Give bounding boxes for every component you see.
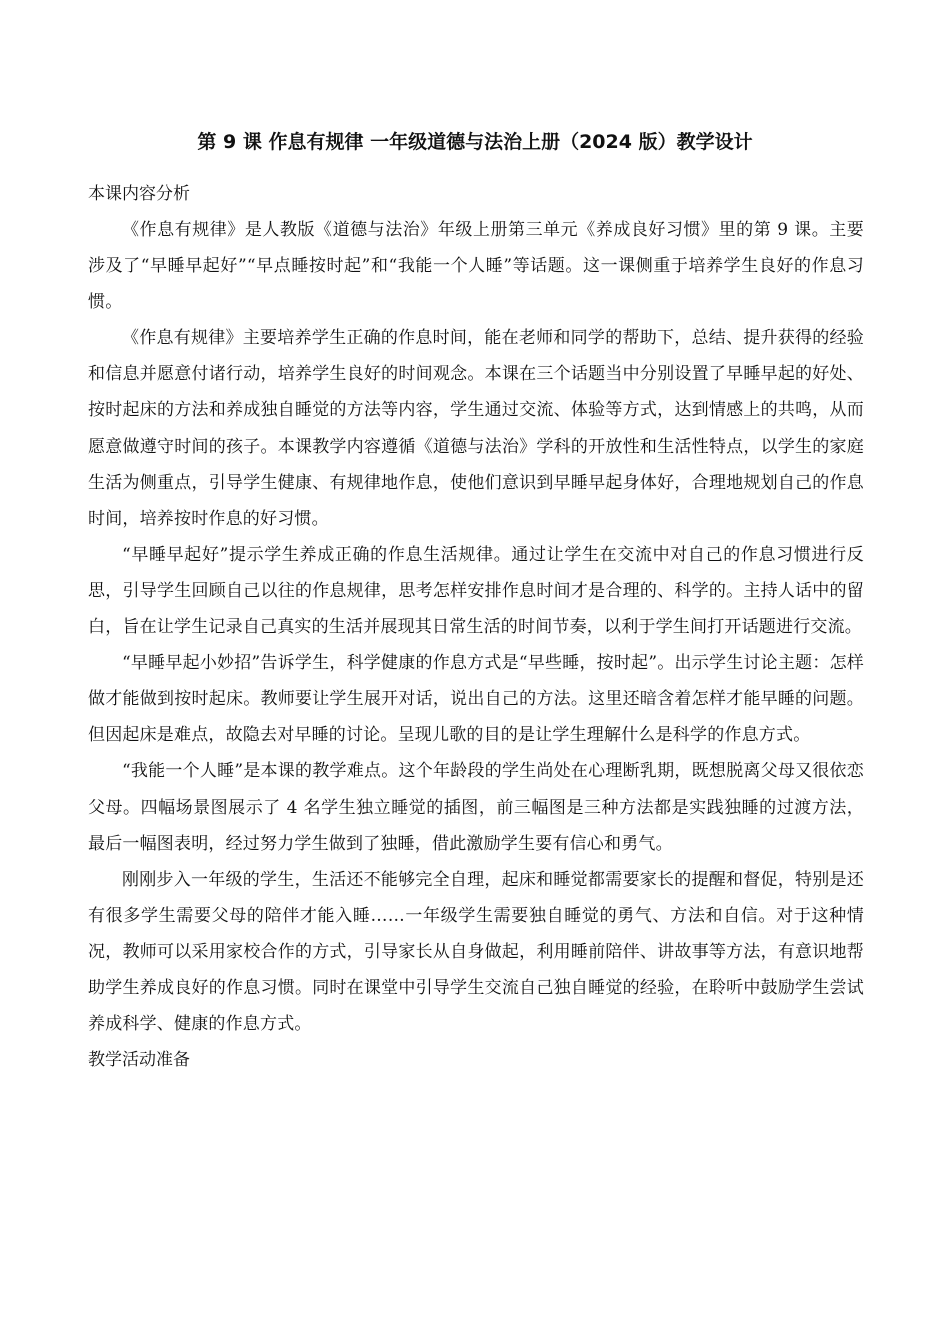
section-heading-content-analysis: 本课内容分析 bbox=[88, 184, 190, 204]
paragraph: 《作息有规律》是人教版《道德与法治》年级上册第三单元《养成良好习惯》里的第 9 课。主要涉及了“早睡早起好”“早点睡按时起”和“我能一个人睡”等话题。这一课侧重于培养学生良好的作息习惯。 bbox=[88, 220, 864, 313]
section-heading-activity-preparation: 教学活动准备 bbox=[88, 1050, 190, 1071]
paragraph: 刚刚步入一年级的学生，生活还不能够完全自理，起床和睡觉都需要家长的提醒和督促，特别是还有很多学生需要父母的陪伴才能入睡……一年级学生需要独自睡觉的勇气、方法和自信。对于这种情况，教师可以采用家校合作的方式，引导家长从自身做起，利用睡前陪伴、讲故事等方法，有意识地帮助学生养成良好的作息习惯。同时在课堂中引导学生交流自己独自睡觉的经验，在聆听中鼓励学生尝试养成科学、健康的作息方式。 bbox=[88, 869, 864, 1035]
paragraph: 《作息有规律》主要培养学生正确的作息时间，能在老师和同学的帮助下，总结、提升获得的经验和信息并愿意付诸行动，培养学生良好的时间观念。本课在三个话题当中分别设置了早睡早起的好处、按时起床的方法和养成独自睡觉的方法等内容，学生通过交流、体验等方式，达到情感上的共鸣，从而愿意做遵守时间的孩子。本课教学内容遵循《道德与法治》学科的开放性和生活性特点，以学生的家庭生活为侧重点，引导学生健康、有规律地作息，使他们意识到早睡早起身体好，合理地规划自己的作息时间，培养按时作息的好习惯。 bbox=[88, 328, 864, 529]
document-title: 第 9 课 作息有规律 一年级道德与法治上册（2024 版）教学设计 bbox=[197, 131, 753, 153]
paragraph: “我能一个人睡”是本课的教学难点。这个年龄段的学生尚处在心理断乳期，既想脱离父母又很依恋父母。四幅场景图展示了 4 名学生独立睡觉的插图，前三幅图是三种方法都是实践独睡的过渡方法，最后一幅图表明，经过努力学生做到了独睡，借此激励学生要有信心和勇气。 bbox=[88, 761, 864, 854]
paragraph: “早睡早起小妙招”告诉学生，科学健康的作息方式是“早些睡，按时起”。出示学生讨论主题：怎样做才能做到按时起床。教师要让学生展开对话，说出自己的方法。这里还暗含着怎样才能早睡的问题。但因起床是难点，故隐去对早睡的讨论。呈现儿歌的目的是让学生理解什么是科学的作息方式。 bbox=[88, 653, 864, 746]
document-body bbox=[88, 176, 864, 1078]
paragraph: “早睡早起好”提示学生养成正确的作息生活规律。通过让学生在交流中对自己的作息习惯进行反思，引导学生回顾自己以往的作息规律，思考怎样安排作息时间才是合理的、科学的。主持人话中的留白，旨在让学生记录自己真实的生活并展现其日常生活的时间节奏，以利于学生间打开话题进行交流。 bbox=[88, 544, 864, 638]
